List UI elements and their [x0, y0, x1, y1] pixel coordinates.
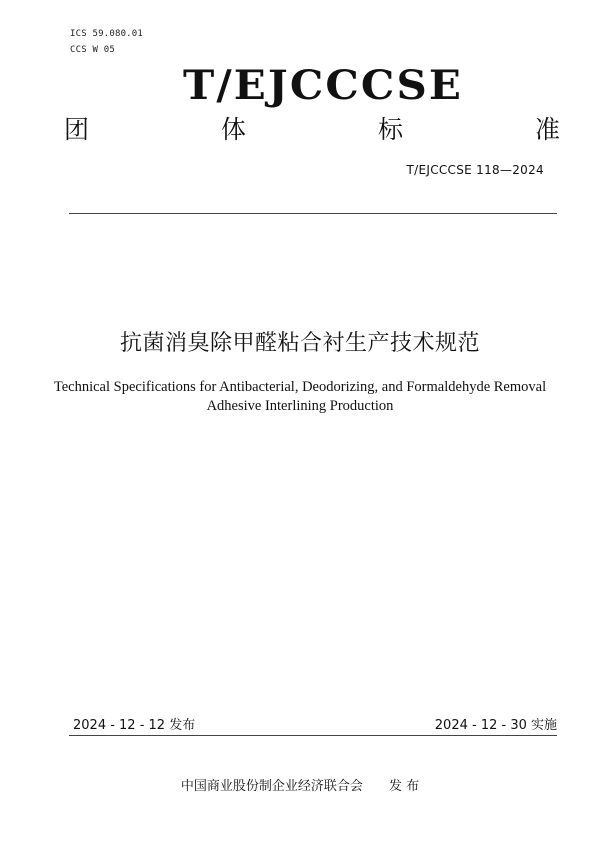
standard-type-heading	[64, 113, 560, 147]
publisher-line	[0, 775, 600, 794]
ics-code: ICS 59.080.01	[70, 29, 144, 39]
title-english-line: Adhesive Interlining Production	[206, 398, 394, 414]
standard-type-char: 标	[377, 115, 403, 144]
title-chinese: 抗菌消臭除甲醛粘合衬生产技术规范	[119, 331, 480, 356]
publisher-organization: 中国商业股份制企业经济联合会	[180, 779, 363, 794]
title-english	[40, 378, 560, 416]
implement-date: 2024 - 12 - 30 实施	[434, 718, 557, 733]
bottom-divider	[69, 735, 557, 736]
ccs-code: CCS W 05	[70, 45, 115, 55]
standard-type-char: 团	[64, 115, 90, 144]
standard-logo: T/EJCCCSE	[183, 62, 464, 109]
publish-date: 2024 - 12 - 12 发布	[73, 718, 196, 733]
title-english-line: Technical Specifications for Antibacterial, Deodorizing, and Formaldehyde Removal	[53, 379, 547, 395]
top-divider	[69, 213, 557, 214]
standard-type-char: 准	[534, 115, 560, 144]
standard-number: T/EJCCCSE 118—2024	[406, 163, 544, 177]
publisher-action: 发 布	[388, 779, 420, 794]
standard-type-char: 体	[220, 115, 246, 144]
